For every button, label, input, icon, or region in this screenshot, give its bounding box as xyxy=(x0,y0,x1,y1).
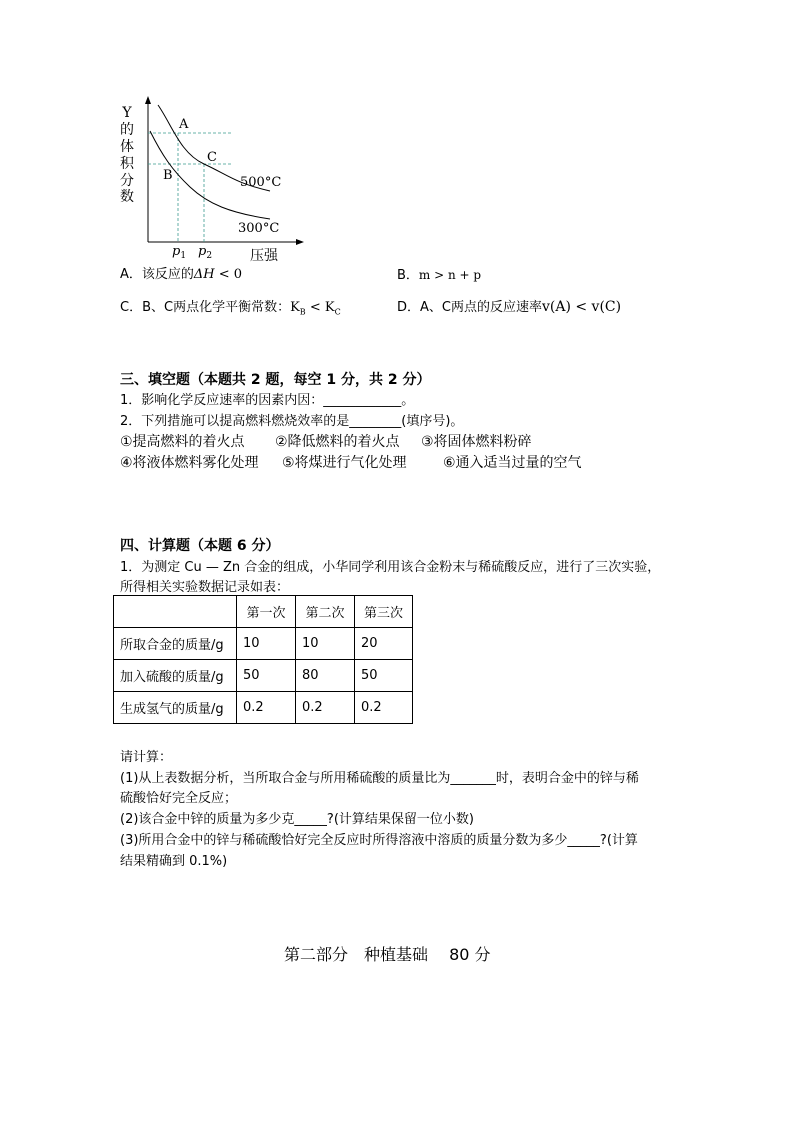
table-cell: 0.2 xyxy=(355,692,413,724)
section4-q1-line2: 所得相关实验数据记录如表： xyxy=(120,580,290,595)
graph-xlabel: 压强 xyxy=(250,248,278,264)
option-d: D．A、C两点的反应速率v(A) < v(C) xyxy=(397,299,622,315)
table-header-cell xyxy=(114,596,237,628)
table-row xyxy=(114,692,413,724)
option-c: C．B、C两点化学平衡常数：$K_B < K_C$ xyxy=(120,300,341,317)
section3-q1: 1．影响化学反应速率的因素内因：____________。 xyxy=(120,393,415,408)
table-header-cell: 第二次 xyxy=(296,596,355,628)
section4-sub2: (2)该合金中锌的质量为多少克_____?(计算结果保留一位小数) xyxy=(120,812,474,827)
table-row xyxy=(114,628,413,660)
section3-option-6: ⑥通入适当过量的空气 xyxy=(443,455,582,471)
experiment-table xyxy=(113,595,413,724)
option-a: A．该反应的ΔH < 0 xyxy=(120,267,243,282)
table-cell: 50 xyxy=(237,660,296,692)
ylabel-char-2: 体 xyxy=(120,139,134,155)
part2-title: 第二部分 种植基础 80 分 xyxy=(284,945,491,964)
table-header-cell: 第一次 xyxy=(237,596,296,628)
section4-prompt: 请计算： xyxy=(120,750,173,765)
section4-sub3-line2: 结果精确到 0.1%) xyxy=(120,854,228,869)
ylabel-char-4: 分 xyxy=(120,173,134,189)
ylabel-char-3: 积 xyxy=(120,156,134,172)
point-label-c: C xyxy=(207,150,217,165)
ylabel-char-5: 数 xyxy=(120,189,134,205)
equilibrium-graph xyxy=(110,95,310,270)
section3-option-4: ④将液体燃料雾化处理 xyxy=(120,455,259,471)
section4-sub3-line1: (3)所用合金中的锌与稀硫酸恰好完全反应时所得溶液中溶质的质量分数为多少_____?(计算 xyxy=(120,833,638,848)
section3-option-2: ②降低燃料的着火点 xyxy=(275,434,400,450)
curve-label-300c: 300°C xyxy=(238,221,280,236)
section3-q2: 2．下列措施可以提高燃料燃烧效率的是________(填序号)。 xyxy=(120,414,464,429)
section4-sub1-line2: 硫酸恰好完全反应； xyxy=(120,791,238,806)
table-cell: 加入硫酸的质量/g xyxy=(114,660,237,692)
tick-label-p1: $p_1$ xyxy=(172,244,187,261)
table-cell: 0.2 xyxy=(296,692,355,724)
x-axis-arrow xyxy=(296,239,304,245)
section3-option-5: ⑤将煤进行气化处理 xyxy=(282,455,407,471)
table-row xyxy=(114,660,413,692)
table-header-cell: 第三次 xyxy=(355,596,413,628)
tick-label-p2: $p_2$ xyxy=(198,244,213,261)
ylabel-char-0: Y xyxy=(122,105,132,121)
section3-option-1: ①提高燃料的着火点 xyxy=(120,434,245,450)
table-cell: 10 xyxy=(237,628,296,660)
y-axis-arrow xyxy=(145,96,151,104)
table-cell: 0.2 xyxy=(237,692,296,724)
table-cell: 10 xyxy=(296,628,355,660)
section4-q1-line1: 1．为测定 Cu — Zn 合金的组成，小华同学利用该合金粉末与稀硫酸反应，进行了三次实验， xyxy=(120,560,661,575)
table-cell: 20 xyxy=(355,628,413,660)
section4-title: 四、计算题（本题 6 分） xyxy=(120,538,280,554)
table-cell: 80 xyxy=(296,660,355,692)
table-cell: 所取合金的质量/g xyxy=(114,628,237,660)
ylabel-char-1: 的 xyxy=(120,122,134,138)
table-cell: 生成氢气的质量/g xyxy=(114,692,237,724)
table-header-row xyxy=(114,596,413,628)
curve-label-500c: 500°C xyxy=(240,175,282,190)
option-b: B．m > n + p xyxy=(397,268,482,283)
section3-option-3: ③将固体燃料粉碎 xyxy=(421,434,532,450)
graph-ylabel xyxy=(120,105,135,205)
table-cell: 50 xyxy=(355,660,413,692)
point-label-a: A xyxy=(179,117,189,132)
section4-sub1-line1: (1)从上表数据分析，当所取合金与所用稀硫酸的质量比为_______时，表明合金中的锌与稀 xyxy=(120,771,639,786)
section3-title: 三、填空题（本题共 2 题，每空 1 分，共 2 分） xyxy=(120,372,431,388)
point-label-b: B xyxy=(163,168,173,183)
